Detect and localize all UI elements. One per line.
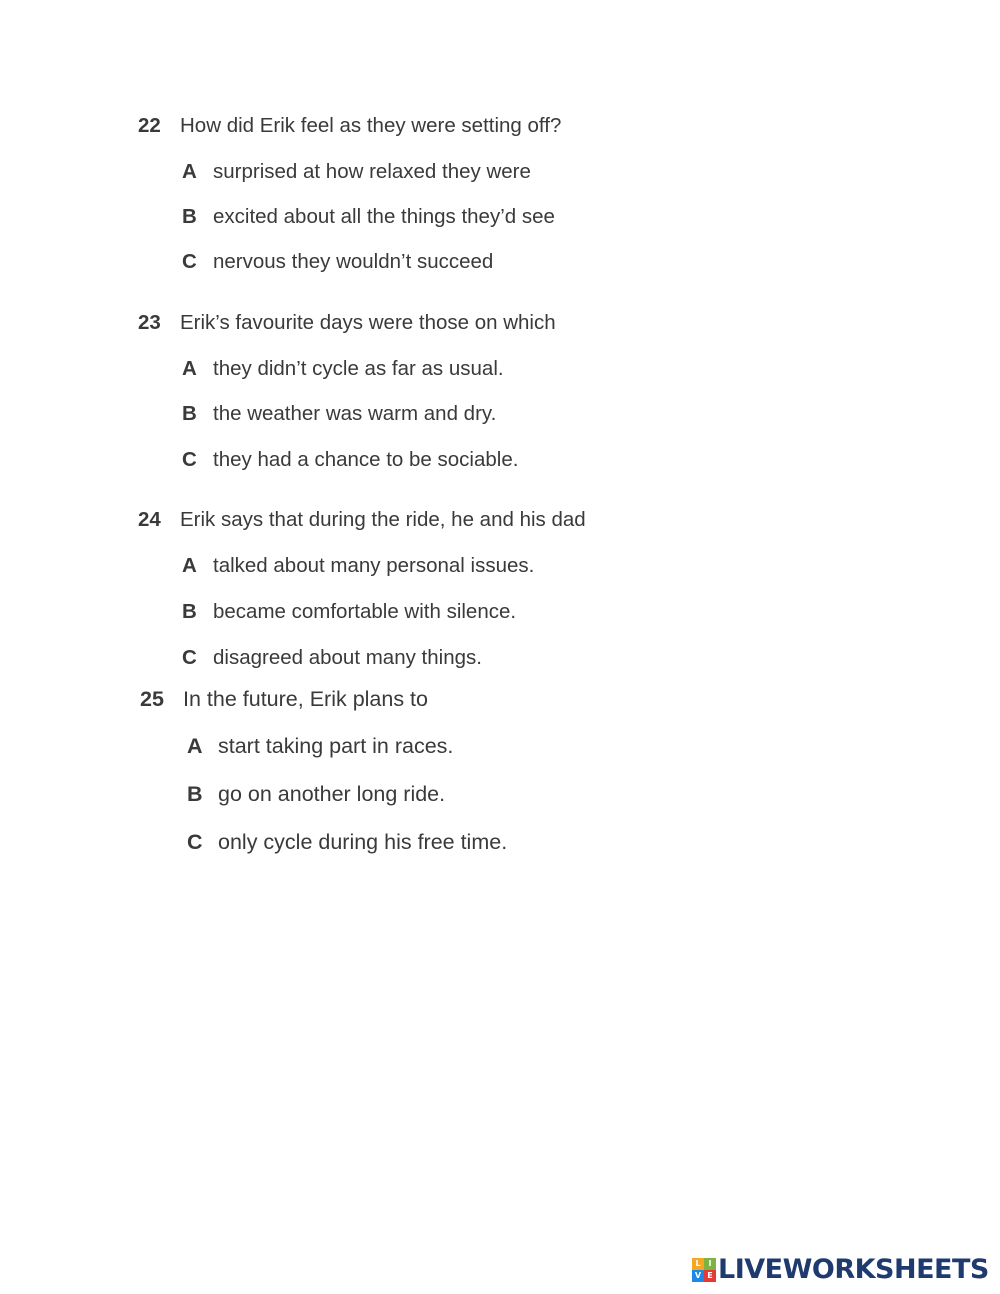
answer-option-b[interactable] (138, 781, 838, 807)
answer-option-a[interactable] (138, 553, 838, 579)
answer-option-a[interactable] (138, 159, 838, 185)
option-letter: C (182, 448, 197, 471)
question-stem (138, 507, 838, 533)
answer-option-c[interactable] (138, 645, 838, 671)
option-letter: B (182, 205, 197, 228)
option-letter: B (182, 600, 197, 623)
question-stem (138, 686, 838, 712)
question-number: 23 (138, 311, 161, 334)
answer-option-a[interactable] (138, 733, 838, 759)
option-text: surprised at how relaxed they were (213, 160, 531, 183)
answer-option-b[interactable] (138, 204, 838, 230)
question-text: Erik says that during the ride, he and his dad (180, 508, 586, 531)
answer-option-b[interactable] (138, 599, 838, 625)
answer-option-c[interactable] (138, 829, 838, 855)
option-text: they had a chance to be sociable. (213, 448, 519, 471)
question-text: In the future, Erik plans to (183, 687, 428, 711)
question-24 (138, 507, 838, 671)
question-text: Erik’s favourite days were those on which (180, 311, 556, 334)
option-letter: B (182, 402, 197, 425)
option-letter: A (182, 357, 197, 380)
option-text: talked about many personal issues. (213, 554, 535, 577)
option-text: became comfortable with silence. (213, 600, 517, 623)
option-text: go on another long ride. (218, 782, 446, 806)
question-number: 22 (138, 114, 161, 137)
logo-text: LIVEWORKSHEETS (718, 1254, 989, 1285)
question-23 (138, 310, 838, 473)
question-22 (138, 113, 838, 275)
option-letter: B (187, 782, 203, 806)
option-text: nervous they wouldn’t succeed (213, 250, 494, 273)
question-number: 24 (138, 508, 161, 531)
option-text: the weather was warm and dry. (213, 402, 497, 425)
option-text: only cycle during his free time. (218, 830, 508, 854)
option-letter: C (187, 830, 203, 854)
question-25 (138, 686, 838, 855)
question-number: 25 (140, 687, 164, 711)
question-stem (138, 113, 838, 139)
question-stem (138, 310, 838, 336)
option-text: excited about all the things they’d see (213, 205, 555, 228)
logo-mark-cell: L (692, 1258, 704, 1270)
option-text: disagreed about many things. (213, 646, 482, 669)
option-letter: A (182, 554, 197, 577)
logo-mark-cell: E (704, 1270, 716, 1282)
logo-mark-icon (692, 1258, 716, 1282)
answer-option-b[interactable] (138, 401, 838, 427)
option-text: they didn’t cycle as far as usual. (213, 357, 504, 380)
answer-option-a[interactable] (138, 356, 838, 382)
question-text: How did Erik feel as they were setting off? (180, 114, 562, 137)
option-letter: C (182, 646, 197, 669)
option-letter: A (182, 160, 197, 183)
logo-mark-cell: I (704, 1258, 716, 1270)
answer-option-c[interactable] (138, 447, 838, 473)
option-text: start taking part in races. (218, 734, 454, 758)
logo-mark-cell: V (692, 1270, 704, 1282)
liveworksheets-logo (692, 1254, 989, 1286)
option-letter: C (182, 250, 197, 273)
option-letter: A (187, 734, 203, 758)
answer-option-c[interactable] (138, 249, 838, 275)
